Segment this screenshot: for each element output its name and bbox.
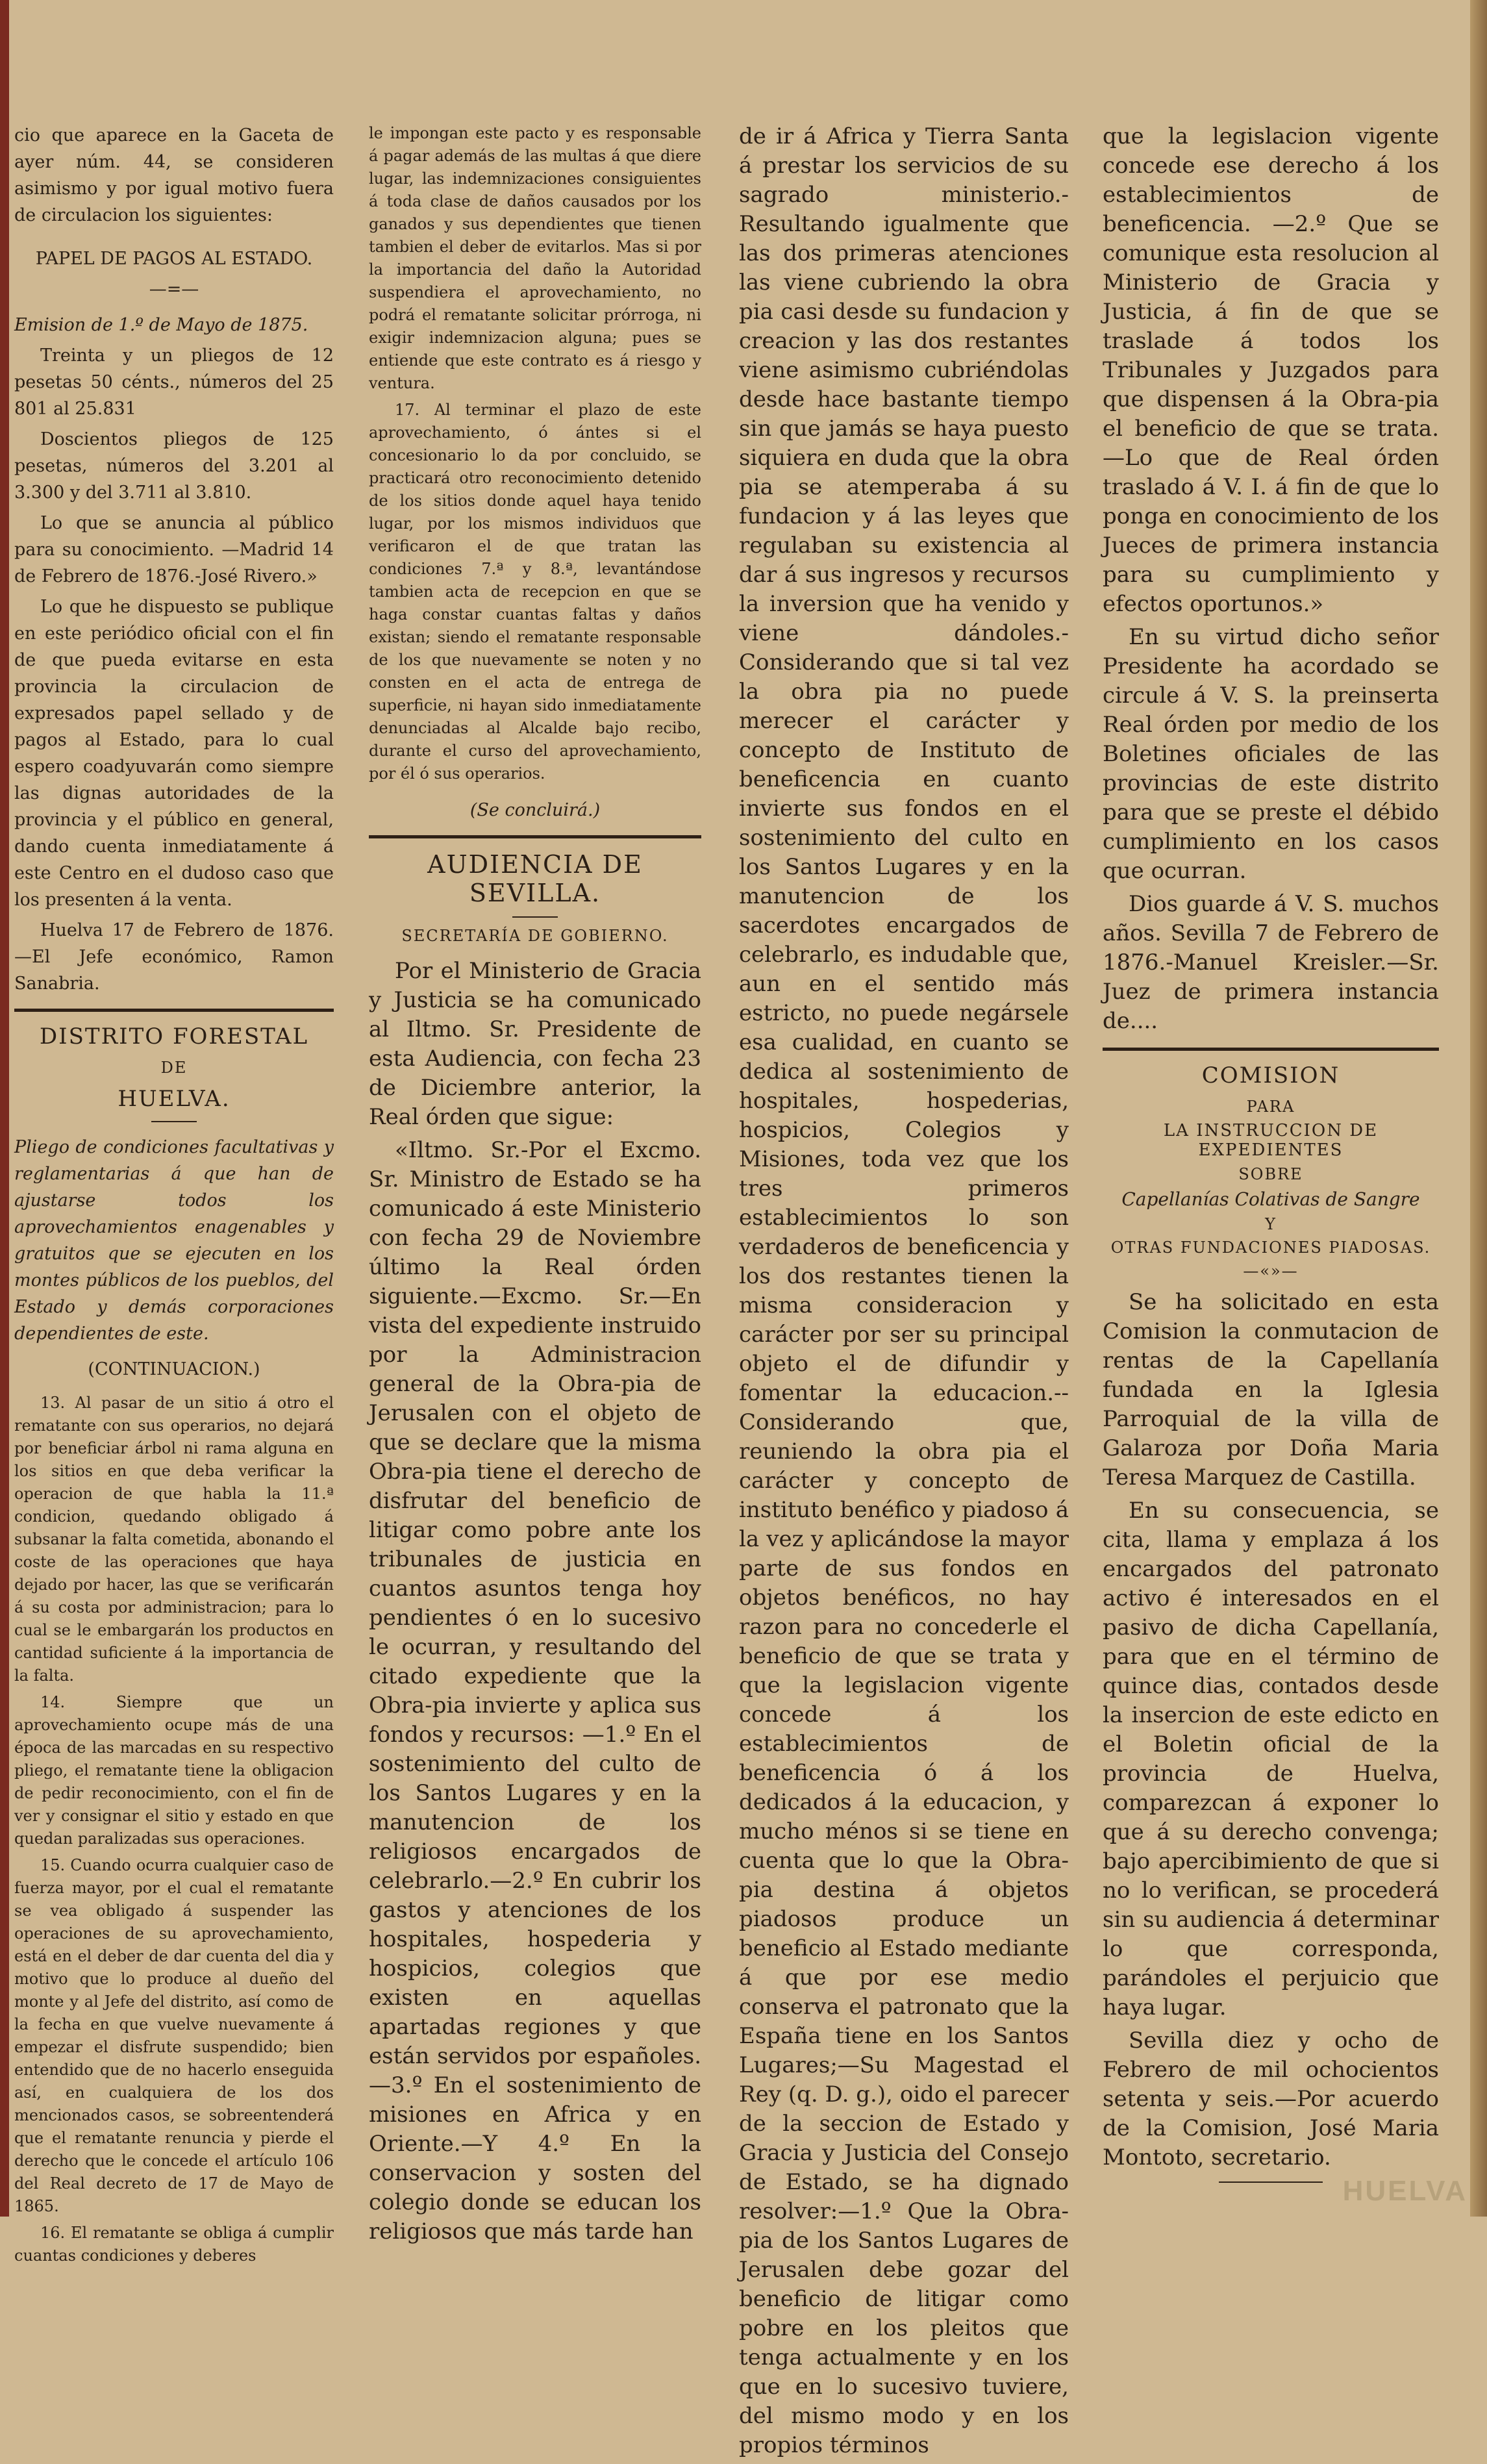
end-divider xyxy=(1219,2181,1323,2183)
short-divider xyxy=(512,916,558,918)
column-3 xyxy=(739,122,1069,2464)
paragraph: Por el Ministerio de Gracia y Justicia se ha comunicado al Iltmo. Sr. Presidente de esta Audiencia, con fecha 23 de Diciembre anterior, la Real órden que sigue: xyxy=(369,958,701,1130)
divider xyxy=(1103,1048,1439,1051)
article-13: 13. Al pasar de un sitio á otro el rematante con sus operarios, no dejará por beneficiar árbol ni rama alguna en los sitios en que deba verificar la operacion de que habla la 11.ª condicion, quedando obligado á subsanar la falta cometida, abonando el coste de las operaciones que haya dejado por hacer, las que se verificarán á su costa por administracion; para lo cual se le embargarán los productos en cantidad suficiente á la importancia de la falta. xyxy=(14,1394,334,1685)
column-4 xyxy=(1103,122,1439,2192)
page-edge xyxy=(0,0,9,2217)
section-title-huelva: HUELVA. xyxy=(118,1086,231,1112)
comision-capellanias: Capellanías Colativas de Sangre xyxy=(1121,1188,1420,1210)
paragraph: Treinta y un pliegos de 12 pesetas 50 cénts., números del 25 801 al 25.831 xyxy=(14,346,334,419)
intro-paragraph: cio que aparece en la Gaceta de ayer núm. 44, se consideren asimismo y por igual motivo fuera de circulacion los siguientes: xyxy=(14,125,334,225)
comision-para: PARA xyxy=(1246,1098,1295,1116)
secretaria-subtitle: SECRETARÍA DE GOBIERNO. xyxy=(401,927,669,945)
column-1 xyxy=(14,122,334,2271)
section-title-forestal: DISTRITO FORESTAL xyxy=(39,1024,309,1050)
comision-sobre: SOBRE xyxy=(1238,1165,1303,1183)
comision-instruccion: LA INSTRUCCION DE EXPEDIENTES xyxy=(1163,1121,1379,1160)
section-title-de: DE xyxy=(160,1059,188,1077)
divider xyxy=(14,1009,334,1012)
paragraph: Se ha solicitado en esta Comision la conmutacion de rentas de la Capellanía fundada en la Iglesia Parroquial de la villa de Galaroza por Doña Maria Teresa Marquez de Castilla. xyxy=(1103,1289,1439,1490)
pliego-title: Pliego de condiciones facultativas y reglamentarias á que han de ajustarse todos los aprovechamientos enagenables y gratuitos que se ejecuten en los montes públicos de los pueblos, del Estado y demás corporaciones dependientes de este. xyxy=(14,1137,334,1344)
emission-line: Emision de 1.º de Mayo de 1875. xyxy=(14,315,308,335)
paragraph: le impongan este pacto y es responsable á pagar además de las multas á que diere lugar, las indemnizaciones consiguientes á toda clase de daños causados por los ganados y sus dependientes que tienen tambien el deber de evitarlos. Mas si por la importancia del daño la Autoridad suspendiera el aprovechamiento, no podrá el rematante solicitar prórroga, ni exigir indemnizacion alguna; pues se entiende que este contrato es á riesgo y ventura. xyxy=(369,124,701,392)
paragraph: que la legislacion vigente concede ese derecho á los establecimientos de beneficencia. —2.º Que se comunique esta resolucion al Ministerio de Gracia y Justicia, á fin de que se traslade á todos los Tribunales y Juzgados para que dispensen á la Obra-pia el beneficio de que se trata. —Lo que de Real órden traslado á V. I. á fin de que lo ponga en conocimiento de los Jueces de primera instancia para su cumplimiento y efectos oportunos.» xyxy=(1103,123,1439,617)
article-16: 16. El rematante se obliga á cumplir cuantas condiciones y deberes xyxy=(14,2224,334,2265)
paragraph: Sevilla diez y ocho de Febrero de mil ochocientos setenta y seis.—Por acuerdo de la Comision, José Maria Montoto, secretario. xyxy=(1103,2028,1439,2170)
comision-mark: —«»— xyxy=(1243,1262,1299,1280)
paragraph: Lo que se anuncia al público para su conocimiento. —Madrid 14 de Febrero de 1876.-José Rivero.» xyxy=(14,513,334,586)
paragraph: Doscientos pliegos de 125 pesetas, números del 3.201 al 3.300 y del 3.711 al 3.810. xyxy=(14,429,334,503)
article-17: 17. Al terminar el plazo de este aprovechamiento, ó ántes si el concesionario lo da por concluido, se practicará otro reconocimiento detenido de los sitios donde aquel haya tenido lugar, por los mismos individuos que verificaron el de que tratan las condiciones 7.ª y 8.ª, levantándose tambien acta de recepcion en que se haga constar cuantas faltas y daños existan; siendo el rematante responsable de los que nuevamente se noten y no consten en el acta de entrega de superficie, ni hayan sido inmediatamente denunciadas al Alcalde bajo recibo, durante el curso del aprovechamiento, por él ó sus operarios. xyxy=(369,401,701,783)
column-2 xyxy=(369,122,701,2250)
article-14: 14. Siempre que un aprovechamiento ocupe más de una época de las marcadas en su respectivo pliego, el rematante tiene la obligacion de pedir reconocimiento, con el fin de ver y consignar el sitio y estado en que quedan paralizadas sus operaciones. xyxy=(14,1693,334,1848)
paragraph: «Iltmo. Sr.-Por el Excmo. Sr. Ministro de Estado se ha comunicado á este Ministerio con fecha 29 de Noviembre último la Real órden siguiente.—Excmo. Sr.—En vista del expediente instruido por la Administracion general de la Obra-pia de Jerusalen con el objeto de que se declare que la misma Obra-pia tiene el derecho de disfrutar del beneficio de litigar como pobre ante los tribunales de justicia en cuantos asuntos tenga hoy pendientes ó en lo sucesivo le ocurran, y resultando del citado expediente que la Obra-pia invierte y aplica sus fondos y recursos: —1.º En el sostenimiento del culto de los Santos Lugares y en la manutencion de los religiosos encargados de celebrarlo.—2.º En cubrir los gastos y atenciones de los hospitales, hospederia y hospicios, colegios que existen en aquellas apartadas regiones y que están servidos por españoles.—3.º En el sostenimiento de misiones en Africa y en Oriente.—Y 4.º En la conservacion y sosten del colegio donde se educan los religiosos que más tarde han xyxy=(369,1137,701,2244)
dash-separator: —=— xyxy=(149,279,199,299)
continuacion-label: (CONTINUACION.) xyxy=(88,1359,260,1379)
section-heading-pagos: PAPEL DE PAGOS AL ESTADO. xyxy=(35,249,313,269)
se-concluira-label: (Se concluirá.) xyxy=(469,800,601,820)
paragraph: Lo que he dispuesto se publique en este periódico oficial con el fin de que pueda evitarse en esta provincia la circulacion de expresados papel sellado y de pagos al Estado, para lo cual espero coadyuvarán como siempre las dignas autoridades de la provincia y el público en general, dando cuenta inmediatamente á este Centro en el dudoso caso que los presenten á la venta. xyxy=(14,597,334,910)
comision-title: COMISION xyxy=(1201,1062,1340,1088)
paragraph: Dios guarde á V. S. muchos años. Sevilla 7 de Febrero de 1876.-Manuel Kreisler.—Sr. Juez de primera instancia de.... xyxy=(1103,891,1439,1034)
short-divider xyxy=(151,1121,197,1122)
divider xyxy=(369,835,701,838)
article-15: 15. Cuando ocurra cualquier caso de fuerza mayor, por el cual el rematante se vea obligado á suspender las operaciones de su aprovechamiento, está en el deber de dar cuenta del dia y motivo que lo produce al dueño del monte y al Jefe del distrito, así como de la fecha en que vuelve nuevamente á empezar el disfrute suspendido; bien entendido que de no hacerlo enseguida así, en cualquiera de los dos mencionados casos, se sobreentenderá que el rematante renuncia y pierde el derecho que le concede el artículo 106 del Real decreto de 17 de Mayo de 1865. xyxy=(14,1856,334,2215)
audiencia-title: AUDIENCIA DE SEVILLA. xyxy=(427,850,643,907)
paragraph: En su virtud dicho señor Presidente ha acordado se circule á V. S. la preinserta Real órden por medio de los Boletines oficiales de las provincias de este distrito para que se preste el débido cumplimiento en los casos que ocurran. xyxy=(1103,624,1439,884)
comision-y: Y xyxy=(1265,1215,1277,1233)
page-binding xyxy=(1470,0,1487,2217)
paragraph: En su consecuencia, se cita, llama y emplaza á los encargados del patronato activo é interesados en el pasivo de dicha Capellanía, para que en el término de quince dias, contados desde la insercion de este edicto en el Boletin oficial de la provincia de Huelva, comparezcan á exponer lo que á su derecho convenga; bajo apercibimiento de que si no lo verifican, se procederá sin su audiencia á determinar lo que corresponda, parándoles el perjuicio que haya lugar. xyxy=(1103,1498,1439,2020)
comision-otras: OTRAS FUNDACIONES PIADOSAS. xyxy=(1110,1238,1431,1257)
signature-paragraph: Huelva 17 de Febrero de 1876. —El Jefe económico, Ramon Sanabria. xyxy=(14,920,334,994)
huelva-watermark: HUELVA xyxy=(1342,2175,1468,2207)
paragraph: de ir á Africa y Tierra Santa á prestar los servicios de su sagrado ministerio.-Resultando igualmente que las dos primeras atenciones las viene cubriendo la obra pia casi desde su fundacion y creacion y las dos restantes viene asimismo cubriéndolas desde hace bastante tiempo sin que jamás se haya puesto siquiera en duda que la obra pia se atemperaba á su fundacion y á las leyes que regulaban su existencia al dar á sus ingresos y recursos la inversion que ha venido y viene dándoles.-Considerando que si tal vez la obra pia no puede merecer el carácter y concepto de Instituto de beneficencia en cuanto invierte sus fondos en el sostenimiento del culto en los Santos Lugares y en la manutencion de los sacerdotes encargados de celebrarlo, es indudable que, aun en el sentido más estricto, no puede negársele esa cualidad, en cuanto se dedica al sostenimiento de hospitales, hospederias, hospicios, Colegios y Misiones, toda vez que los tres primeros establecimientos lo son verdaderos de beneficencia y los dos restantes tienen la misma consideracion y carácter por ser su principal objeto el de difundir y fomentar la educacion.--Considerando que, reuniendo la obra pia el carácter y concepto de instituto benéfico y piadoso á la vez y aplicándose la mayor parte de sus fondos en objetos benéficos, no hay razon para no concederle el beneficio de que se trata y que la legislacion vigente concede á los establecimientos de beneficencia ó á los dedicados á la educacion, y mucho ménos si se tiene en cuenta que lo que la Obra-pia destina á objetos piadosos produce un beneficio al Estado mediante á que por ese medio conserva el patronato que la España tiene en los Santos Lugares;—Su Magestad el Rey (q. D. g.), oido el parecer de la seccion de Estado y Gracia y Justicia del Consejo de Estado, se ha dignado resolver:—1.º Que la Obra-pia de los Santos Lugares de Jerusalen debe gozar del beneficio de litigar como pobre en los pleitos que tenga actualmente y en los que en lo sucesivo tuviere, del mismo modo y en los propios términos xyxy=(739,123,1069,2458)
